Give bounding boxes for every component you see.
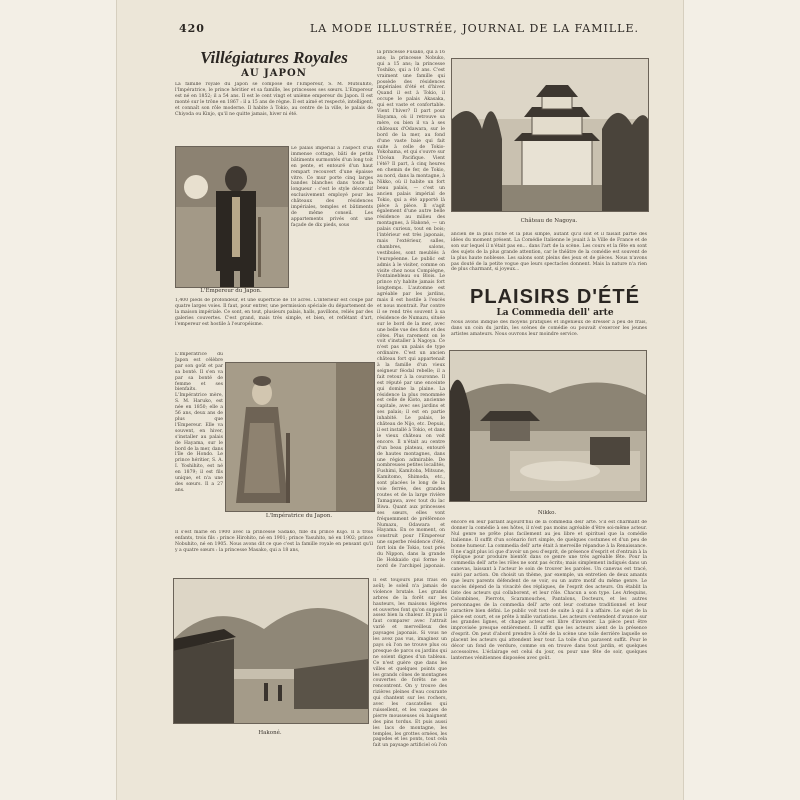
nikko-photo: [449, 350, 647, 502]
article-text-palace: [175, 298, 373, 350]
empress-caption: L'Impératrice du Japon.: [265, 513, 333, 519]
castle-caption: Château de Nagoya.: [520, 218, 578, 224]
plaisirs-title: PLAISIRS D'ÉTÉ: [470, 286, 640, 308]
paragraph: L'Impératrice du Japon est célèbre par son goût et par sa bonté. Il s'en va par sa bonté de femme et ses bienfaits. L'Impératrice mère, S. M. Haruko, est née en 1850; elle a 56 ans, deux ans de plus que l'Empereur. Elle va souvent, en hiver, s'installer au palais de Hayama, sur le bord de la mer, dans l'île de Hondo. Le prince héritier, S. A. I. Yoshihito, est né en 1879; il est fils unique, et n'a une des sœurs. Il a 27 ans.: [175, 352, 223, 493]
paragraph: ancien de la plus riche et la plus simple, autant qu'il soit et il faisait partie des idées du moment présent. La Comédie Italienne le jouait à la Ville de France et de son sur lequel il n'était pas en... dans l'art de la scène. Les cours et la fête en sont des sujets de la plus grande attention, car le théâtre de la comédie est souvent de la plus haute noblesse. Les salons sont pleins des jeux et de pièces. Nous n'avons pas douté de la petite vogue que leurs spectacles donnent. Mais la nature n'a rien de plus charmant, si joyeux...: [451, 232, 647, 273]
paragraph: Il s'est marié en 1900 avec la princesse Sadako, fille du prince Kujo. Il a trois enfants, trois fils : prince Hirohito, né en 1901; prince Yasuhito, né en 1902; prince Nobuhito, né en 1905. Nous avons dit ce que c'est la famille royale en pensant qu'il y a quatre sœurs : la princesse Masako, qui a 18 ans,: [175, 530, 373, 553]
paragraph: Le palais impérial à l'aspect d'un immense cottage, bâti de petits bâtiments surmontés d'un long toit en pente, et entouré d'un haut rempart recouvert d'une épaisse vitre. Ce mur porte cinq larges bandes blanches dans toute la longueur : c'est le style décoratif exclusivement employé pour les châteaux des résidences impériales, temples et bâtiments de même conseil. Les appartements privés ont une façade de dix pieds, sous: [291, 146, 373, 228]
article-text-column-2: [377, 50, 445, 570]
article-title: Villégiatures Royales: [200, 48, 348, 67]
paragraph: La famille royale du Japon se compose de l'Empereur, S. M. Mutsuhito, l'Impératrice, le prince héritier et sa famille, les princesses ses sœurs. L'Empereur est né en 1852; il a 54 ans. Il est le cent vingt et unième empereur du Japon. Il est monté sur le trône en 1867 : il a 15 ans de règne. Il est aimé et respecté, intelligent, et connaît son rôle moderne. Il habite à Tokio, au centre de la ville, le palais de Chiyoda ou Kinjo, qu'il ne quitte jamais, hiver ni été.: [175, 82, 373, 117]
plaisirs-text: [451, 520, 647, 758]
page-number: 420: [179, 22, 205, 35]
paragraph: 1,400 pieds de profondeur, et une superficie de 18 acres. L'intérieur est coupé par quatre larges voies. Il faut, pour entrer, une permission spéciale du département de la maison impériale. Ce sont, en tout, plusieurs palais, halls, pavillons, reliés par des galeries couvertes. C'est grand, mais très simple, et bien, et reflétant d'art, l'empereur est hostile à l'européisme.: [175, 298, 373, 327]
plaisirs-subtitle: La Commedia dell' arte: [496, 308, 614, 318]
paragraph: encore en leur parlant aujourd'hui de la commedia dell' arte. S'il est charmant de donner la comédie à ses hôtes, il n'est pas moins agréable d'être soi-même acteur. Nul genre ne prête plus facilement au jeu libre et spirituel que la comédie italienne. Il suffit d'un scénario fort simple, de quelques costumes et d'un peu de bonne humeur. La commedia dell' arte était à merveille répandue à la Renaissance. Il ne s'agit plus ici que d'avoir un peu d'esprit, de présence d'esprit et d'entrain à la réplique pour produire bientôt dans ce genre une très agréable fête. Pour la commedia dell' arte les rôles ne sont pas écrits; mais simplement indiqués dans un canevas, laissant à l'acteur le soin de trouver les paroles. Un canevas est tracé, suivi par action. On choisit un thème, par exemple, un entretien de deux amants que leurs parents défendent de se voir, ou un autre motif du même genre. Le succès dépend de la vivacité des répliques, de l'esprit des acteurs. On établit la liste des acteurs qui collaborent, et leur rôle. Chacun a son type. Les Arlequins, Colombines, Pierrots, Scaramouches, Pantalons, Docteurs, et les autres personnages de la commedia dell' arte ont leur costume traditionnel et leur caractère bien défini. Le public voit tout de suite à qui il a affaire. Le sujet de la pièce est court, et se prête à mille variations. Les acteurs s'entendent d'avance sur les grandes lignes, et chaque acteur est libre d'inventer. La pièce peut être improvisée presque entièrement. Il suffit que les acteurs aient de la présence d'esprit. On peut d'abord prendre à côté de la scène une toile derrière laquelle se placent les acteurs qui attendent leur tour. La toile d'un paravent suffit. Pour le décor un fond de verdure, comme on en trouve dans tout jardin, et quelques accessoires. L'éclairage est celui du jour, ou pour une fête de soir, quelques lanternes vénitiennes disposées avec goût.: [451, 520, 647, 661]
hakone-caption: Hakoné.: [258, 730, 282, 736]
magazine-page: [117, 0, 683, 800]
article-text-prince: [175, 530, 373, 570]
article-text-column-3-top: [451, 232, 647, 284]
paragraph: Il est toujours plus frais en août; le soleil n'a jamais de violence brutale. Les grands arbres de la forêt sur les hauteurs, les maisons légères et ouvertes font qu'on supporte assez bien la chaleur. Et puis il faut comparer avec l'attrait varié et merveilleux des paysages japonais. Si vous ne les avez pas vus, imaginez un pays où l'on ne trouve plus ou presque de parcs ou jardins qui ne soient dignes d'un tableau. Ce n'est guère que dans les villes et quelques points que les grands cônes de montagnes couvertes de forêts ne se rencontrent. On y trouve des rizières pleines d'eau courante qui chantent sur les rochers, avec les cascatelles qui ruissellent, et les vasques de pierre mousseuses où baignent des pins tordus. Et puis aussi les lacs de montagne, les temples, les grottes ornées, les pagodes et les ponts, tout cela fait un paysage artificiel où l'on: [373, 578, 447, 748]
nikko-caption: Nikko.: [537, 510, 557, 516]
article-text-intro: [175, 82, 373, 146]
plaisirs-intro: [451, 320, 647, 348]
empress-photo: [225, 362, 375, 512]
hakone-photo: [173, 578, 369, 724]
emperor-photo: [175, 146, 289, 288]
paragraph: la princesse Fusako, qui a 16 ans; la princesse Nobuko, qui a 15 ans; la princesse Toshiko, qui a 10 ans. C'est vraiment une famille qui possède des résidences impériales d'été et d'hiver. Quand il est à Tokio, il occupe le palais Akasaka, qui est vaste et confortable. Vient l'hiver? Il part pour Hayama, où il retrouve sa mère, ou bien il va à ses châteaux d'Odawara, sur le bord de la mer, au fond d'une vaste baie qui fait suite à celle de Tokio-Yokohama, et qui s'ouvre sur l'Océan Pacifique. Vient l'été? Il part, à cinq heures en chemin de fer, de Tokio, au nord, dans la montagne, à Nikko, où il habite un fort beau palais, — c'est un ancien palais impérial de Tokio, qui a été apporté là pièce à pièce. Il s'agit également d'une autre belle résidence au milieu des montagnes, à Hakoné, — un palais curieux, tout en bois; l'intérieur est très japonais, mais l'extérieur, salles, chambres, salons, vestibules, sont meublés à l'européenne. Le public est admis à le visiter, comme on visite chez nous Compiègne, Fontainebleau ou Blois. Le prince n'y habite jamais fort longtemps. L'automne est agréable par les jardins, mais il est hostile à l'excès et nous montrait. Par contre il se rend très souvent à sa résidence de Numazu, située sur le bord de la mer, avec une belle vue des flots et des côtes. Plus rarement on le voit s'installer à Nagoya. Ce n'est pas un palais de type ordinaire. C'est un ancien château fort qui appartenait à la famille d'un vieux seigneur féodal rebelle; il a fait retour à la couronne. Il est réputé par une enceinte qui domine la plaine. La résidence la plus renommée est celle de Kioto, ancienne capitale, avec ses jardins et ses palais; il est en partie inhabité. Le palais, le château de Nijo, etc. Depuis, il est installé à Tokio, et dans le vieux château on voit encore. Il n'était au centre d'un beau plateau, entouré de hautes montagnes, dans une région admirable. De nombreuses petites localités, Fushimi, Kamitoba, Mitsune, Kamitomo, Shimoda, etc., sont placées le long de la voie ferrée, des grandes routes et de la large rivière Tamagawa, avec tout du lac Biwa. Quant aux princesses ses sœurs, elles vont fréquemment de préférence Numazu, Odawara et Hayama. En ce moment, on construit pour l'Empereur une superbe résidence d'été, fort loin de Tokio, tout près du Nippon, dans la grande île Hokkaido qui forme le nord de l'archipel japonais.: [377, 50, 445, 569]
article-text-empress-side: [175, 352, 223, 530]
article-subtitle: AU JAPON: [241, 68, 307, 79]
article-text-column-2-bottom: [373, 578, 447, 748]
paragraph: Nous avons indiqué des moyens pratiques et ingénieux de dresser à peu de frais, dans un coin du jardin, les scènes de comédie ou pouvait s'exercer les jeunes artistes amateurs. Nous ouvrons leur moindre service.: [451, 320, 647, 337]
emperor-caption: L'Empereur du Japon.: [200, 288, 262, 294]
page-header: [117, 22, 683, 38]
article-text-side: [291, 146, 373, 296]
publication-title: LA MODE ILLUSTRÉE, JOURNAL DE LA FAMILLE.: [309, 22, 639, 35]
castle-photo: [451, 58, 649, 212]
